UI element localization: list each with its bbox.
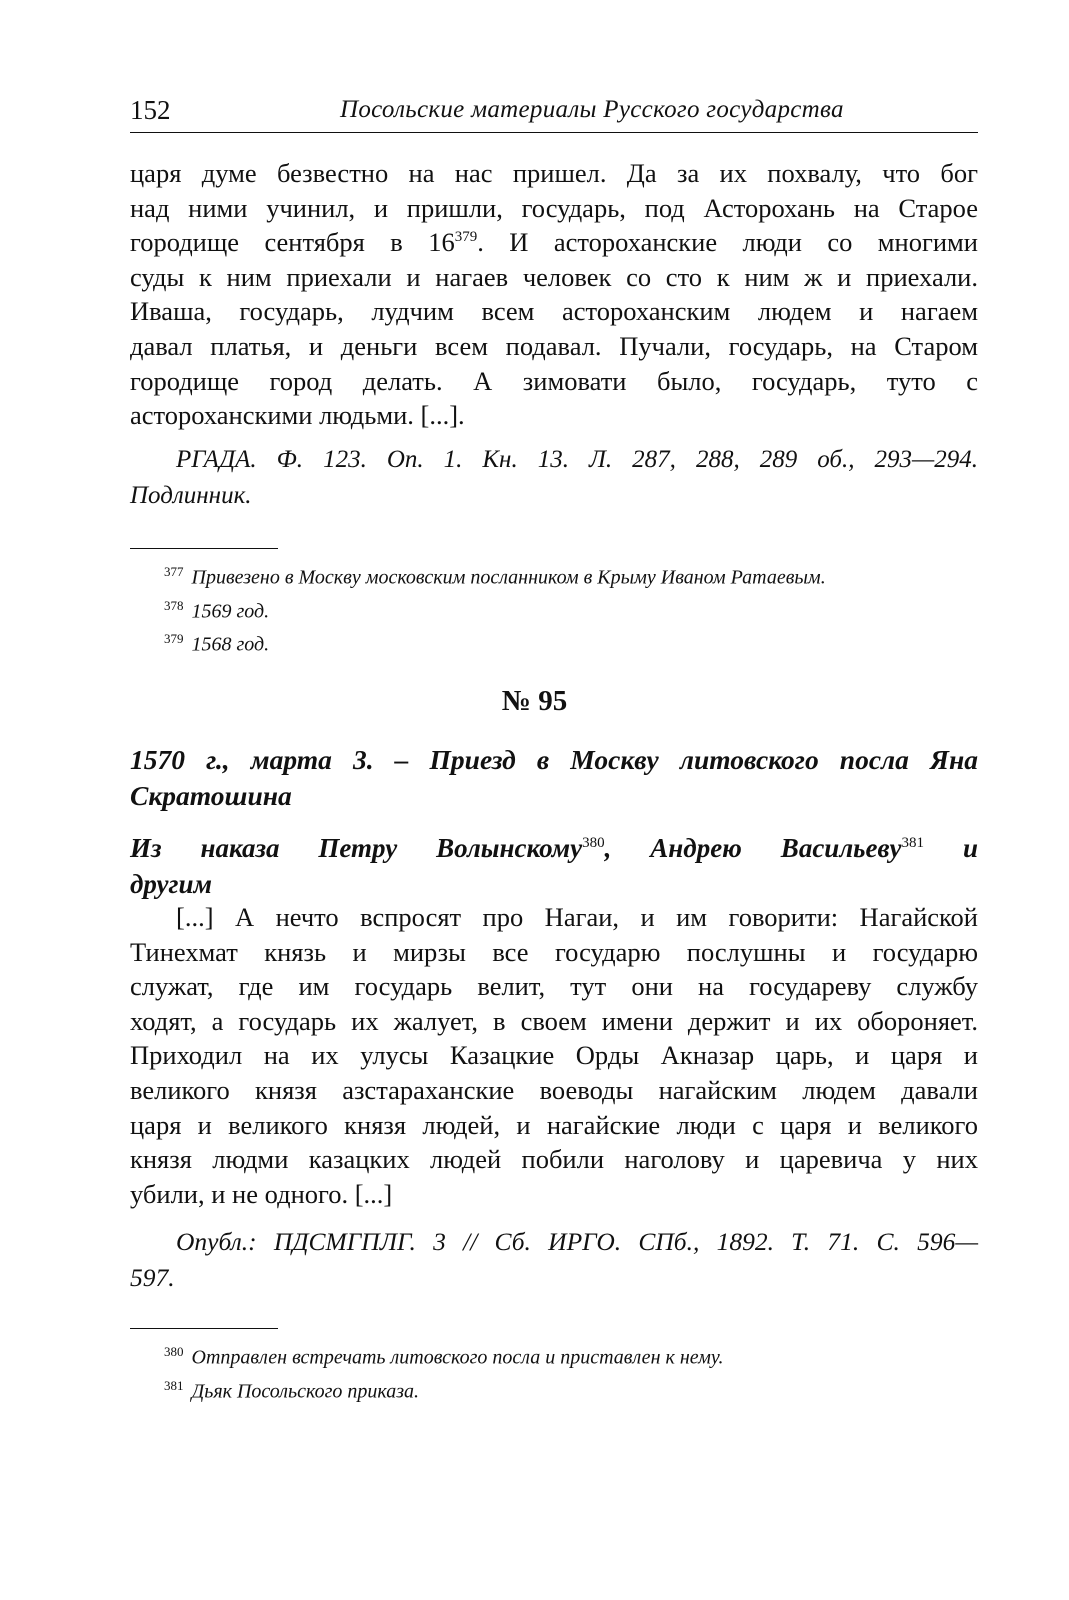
footnote-rule — [130, 548, 278, 549]
publication-line: Опубл.: ПДСМГПЛГ. 3 // Сб. ИРГО. СПб., 1892. Т. 71. С. 596— — [176, 1227, 978, 1256]
text-line: астороханскими людьми. [...]. — [130, 400, 465, 431]
footnote — [164, 558, 984, 592]
page-number: 152 — [130, 95, 171, 125]
footnote-number: 381 — [164, 1377, 184, 1393]
title-line: Скратошина — [130, 780, 292, 811]
text-line: убили, и не одного. [...] — [130, 1178, 393, 1209]
text-line: Приходил на их улусы Казацкие Орды Акназар царь, и царя и — [130, 1040, 978, 1071]
text-line: царя думе безвестно на нас пришел. Да за их похвалу, что бог — [130, 158, 978, 188]
footnote-rule — [130, 1328, 278, 1329]
publication-citation — [130, 1224, 978, 1296]
text-line: Тинехмат князь и мирзы все государю послушны и государю — [130, 936, 978, 967]
footnote — [164, 1372, 984, 1406]
footnote-text: Привезено в Москву московским посланником в Крыму Иваном Ратаевым. — [191, 566, 826, 589]
footnote-text: Дьяк Посольского приказа. — [191, 1380, 420, 1403]
archive-line: Подлинник. — [130, 482, 252, 509]
subtitle-text: Из наказа Петру Волынскому — [130, 833, 583, 863]
footnote — [164, 625, 984, 659]
document-subtitle — [130, 830, 978, 902]
text-line: царя и великого князя людей, и нагайские люди с царя и великого — [130, 1109, 978, 1140]
footnote-number: 377 — [164, 564, 184, 579]
subtitle-line — [130, 830, 978, 866]
footnote-ref-379: 379 — [454, 229, 478, 246]
text-line — [130, 225, 978, 260]
text-line: городище город делать. А зимовати было, государь, туто с — [130, 365, 978, 396]
document-number: № 95 — [501, 685, 568, 717]
footnote-ref-381: 381 — [901, 835, 925, 851]
text-line: ходят, а государь их жалует, в своем имени держит и их обороняет. — [130, 1005, 978, 1036]
running-title: Посольские материалы Русского государства — [340, 96, 844, 123]
footnote-text: 1568 год. — [191, 633, 270, 656]
footnote — [164, 1338, 984, 1372]
footnote-number: 378 — [164, 597, 184, 613]
text-line: над ними учинил, и пришли, государь, под Асторохань на Старое — [130, 192, 978, 223]
footnote-text: 1569 год. — [191, 600, 270, 623]
subtitle-text: , Андрею Васильеву — [604, 833, 902, 863]
footnote-number: 379 — [164, 631, 184, 647]
text-line-end: . И астороханские люди со многими — [477, 227, 978, 258]
archive-line: РГАДА. Ф. 123. Оп. 1. Кн. 13. Л. 287, 288, 289 об., 293—294. — [176, 446, 978, 473]
text-line: князя людми казацких людей побили наголову и царевича у них — [130, 1144, 978, 1175]
publication-line: 597. — [130, 1263, 175, 1292]
footnote-number: 380 — [164, 1344, 184, 1359]
title-line: 1570 г., марта 3. – Приезд в Москву литовского посла Яна — [130, 744, 978, 775]
text-line: суды к ним приехали и нагаев человек со сто к ним ж и приехали. — [130, 261, 978, 292]
document-title — [130, 742, 978, 814]
footnote-ref-380: 380 — [582, 835, 605, 851]
archive-citation — [130, 442, 978, 514]
footnotes-block-2 — [164, 1338, 984, 1405]
text-line: великого князя азстараханские воеводы нагайским людем давали — [130, 1074, 978, 1105]
document-95-body — [130, 900, 978, 1211]
running-header — [130, 92, 978, 132]
footnote-text: Отправлен встречать литовского посла и приставлен к нему. — [191, 1346, 724, 1369]
text-line: [...] А нечто вспросят про Нагаи, и им говорити: Нагайской — [176, 902, 978, 932]
subtitle-text: и — [924, 833, 978, 863]
footnote — [164, 592, 984, 626]
text-line-start: городище сентября в 16 — [130, 227, 455, 258]
header-rule — [130, 132, 978, 133]
text-line: служат, где им государь велит, тут они на государеву службу — [130, 971, 978, 1002]
footnotes-block-1 — [164, 558, 984, 659]
text-line: Иваша, государь, лудчим всем астороханским людем и нагаем — [130, 296, 978, 327]
document-94-body — [130, 156, 978, 433]
subtitle-line: другим — [130, 869, 213, 899]
text-line: давал платья, и деньги всем подавал. Пучали, государь, на Старом — [130, 330, 978, 361]
